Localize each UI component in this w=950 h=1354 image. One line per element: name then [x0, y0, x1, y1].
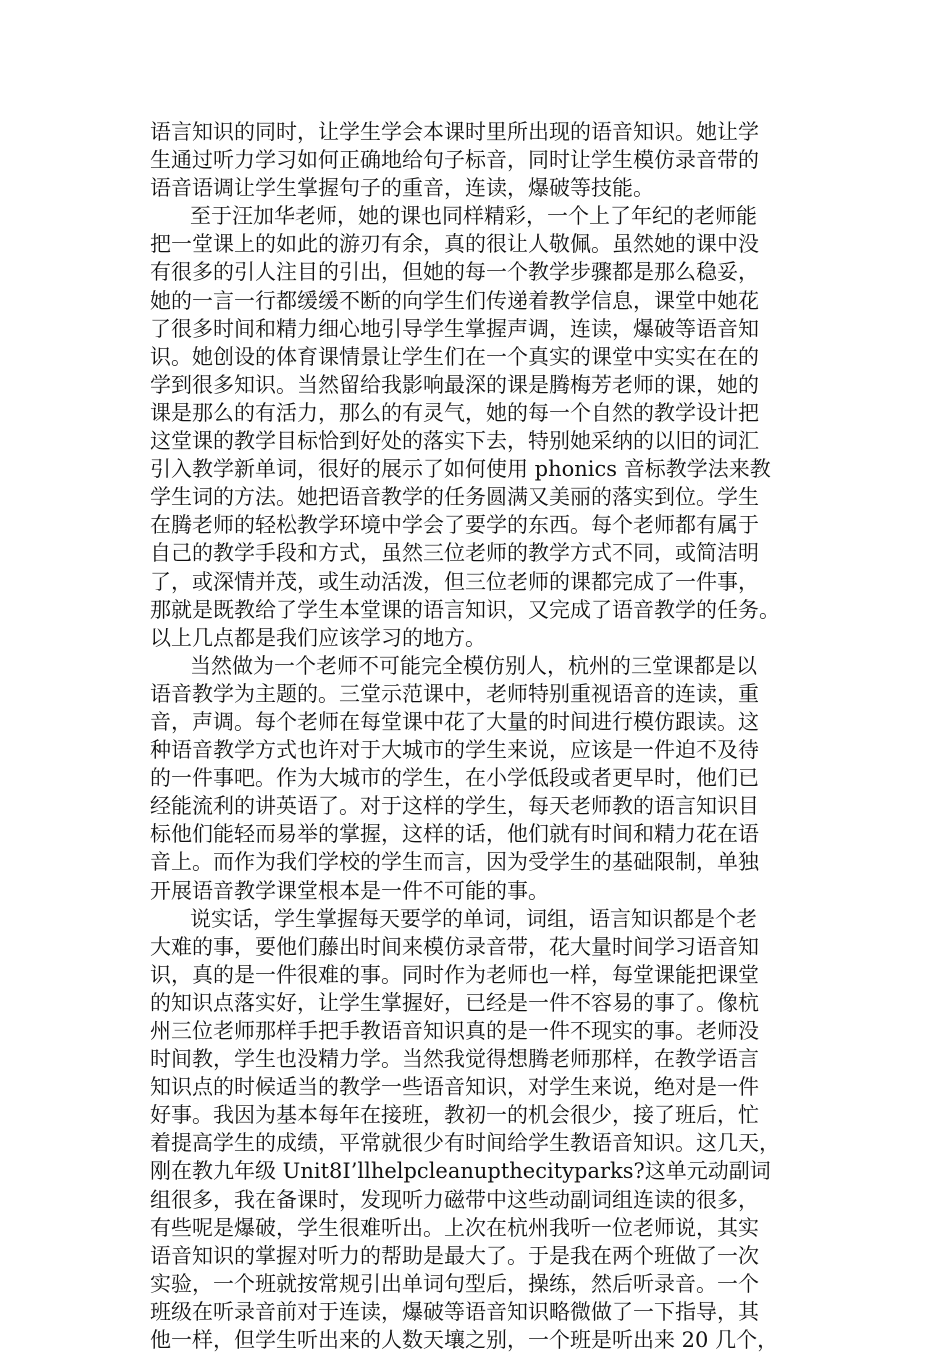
text-line: 他一样，但学生听出来的人数天壤之别，一个班是听出来 20 几个，: [150, 1328, 779, 1353]
text-line: 在腾老师的轻松教学环境中学会了要学的东西。每个老师都有属于: [150, 513, 759, 538]
text-line: 好事。我因为基本每年在接班，教初一的机会很少，接了班后，忙: [150, 1103, 759, 1128]
text-line: 有些呢是爆破，学生很难听出。上次在杭州我听一位老师说，其实: [150, 1215, 759, 1240]
text-line: 音上。而作为我们学校的学生而言，因为受学生的基础限制，单独: [150, 850, 759, 875]
text-line: 组很多，我在备课时，发现听力磁带中这些动副词组连读的很多，: [150, 1187, 759, 1212]
text-line: 学生词的方法。她把语音教学的任务圆满又美丽的落实到位。学生: [150, 485, 759, 510]
text-line: 识，真的是一件很难的事。同时作为老师也一样，每堂课能把课堂: [150, 962, 759, 987]
paragraph-first-line: 当然做为一个老师不可能完全模仿别人，杭州的三堂课都是以: [190, 653, 757, 678]
text-line: 语言知识的同时，让学生学会本课时里所出现的语音知识。她让学: [150, 120, 759, 144]
text-line: 开展语音教学课堂根本是一件不可能的事。: [150, 878, 549, 903]
text-line: 刚在教九年级 Unit8I’llhelpcleanupthecityparks?这单元动副词: [150, 1159, 771, 1184]
text-line: 语音知识的掌握对听力的帮助是最大了。于是我在两个班做了一次: [150, 1243, 759, 1268]
text-line: 学到很多知识。当然留给我影响最深的课是腾梅芳老师的课，她的: [150, 372, 759, 397]
text-line: 有很多的引人注目的引出，但她的每一个教学步骤都是那么稳妥，: [150, 260, 759, 285]
body-text: [150, 118, 840, 1354]
text-line: 把一堂课上的如此的游刃有余，真的很让人敬佩。虽然她的课中没: [150, 232, 759, 257]
paragraph-first-line: 说实话，学生掌握每天要学的单词，词组，语言知识都是个老: [190, 906, 757, 931]
text-line: 音，声调。每个老师在每堂课中花了大量的时间进行模仿跟读。这: [150, 709, 759, 734]
text-line: 知识点的时候适当的教学一些语音知识，对学生来说，绝对是一件: [150, 1075, 759, 1100]
text-line: 自己的教学手段和方式，虽然三位老师的教学方式不同，或简洁明: [150, 541, 759, 566]
text-line: 了，或深情并茂，或生动活泼，但三位老师的课都完成了一件事，: [150, 569, 759, 594]
text-line: 着提高学生的成绩，平常就很少有时间给学生教语音知识。这几天，: [150, 1131, 780, 1156]
text-line: 识。她创设的体育课情景让学生们在一个真实的课堂中实实在在的: [150, 344, 759, 369]
paragraph-first-line: 至于汪加华老师，她的课也同样精彩，一个上了年纪的老师能: [190, 204, 757, 229]
text-line: 生通过听力学习如何正确地给句子标音，同时让学生模仿录音带的: [150, 148, 759, 173]
text-line: 的一件事吧。作为大城市的学生，在小学低段或者更早时，他们已: [150, 766, 759, 791]
text-line: 语音教学为主题的。三堂示范课中，老师特别重视语音的连读，重: [150, 681, 759, 706]
text-line: 她的一言一行都缓缓不断的向学生们传递着教学信息，课堂中她花: [150, 288, 759, 313]
text-line: 实验，一个班就按常规引出单词句型后，操练，然后听录音。一个: [150, 1271, 759, 1296]
text-line: 以上几点都是我们应该学习的地方。: [150, 625, 486, 650]
text-line: 经能流利的讲英语了。对于这样的学生，每天老师教的语言知识目: [150, 794, 759, 819]
text-line: 州三位老师那样手把手教语音知识真的是一件不现实的事。老师没: [150, 1019, 759, 1043]
text-line: 班级在听录音前对于连读，爆破等语音知识略微做了一下指导，其: [150, 1299, 759, 1324]
text-line: 那就是既教给了学生本堂课的语言知识，又完成了语音教学的任务。: [150, 597, 780, 622]
text-line: 了很多时间和精力细心地引导学生掌握声调，连读，爆破等语音知: [150, 316, 759, 341]
text-line: 这堂课的教学目标恰到好处的落实下去，特别她采纳的以旧的词汇: [150, 429, 759, 454]
text-line: 课是那么的有活力，那么的有灵气，她的每一个自然的教学设计把: [150, 400, 759, 425]
text-line: 引入教学新单词，很好的展示了如何使用 phonics 音标教学法来教: [150, 457, 771, 482]
text-line: 的知识点落实好，让学生掌握好，已经是一件不容易的事了。像杭: [150, 990, 759, 1015]
text-line: 种语音教学方式也许对于大城市的学生来说，应该是一件迫不及待: [150, 738, 759, 763]
text-line: 时间教，学生也没精力学。当然我觉得想腾老师那样，在教学语言: [150, 1047, 759, 1072]
text-line: 标他们能轻而易举的掌握，这样的话，他们就有时间和精力花在语: [150, 822, 759, 847]
text-line: 大难的事，要他们藤出时间来模仿录音带，花大量时间学习语音知: [150, 934, 759, 959]
text-line: 语音语调让学生掌握句子的重音，连读，爆破等技能。: [150, 176, 654, 201]
